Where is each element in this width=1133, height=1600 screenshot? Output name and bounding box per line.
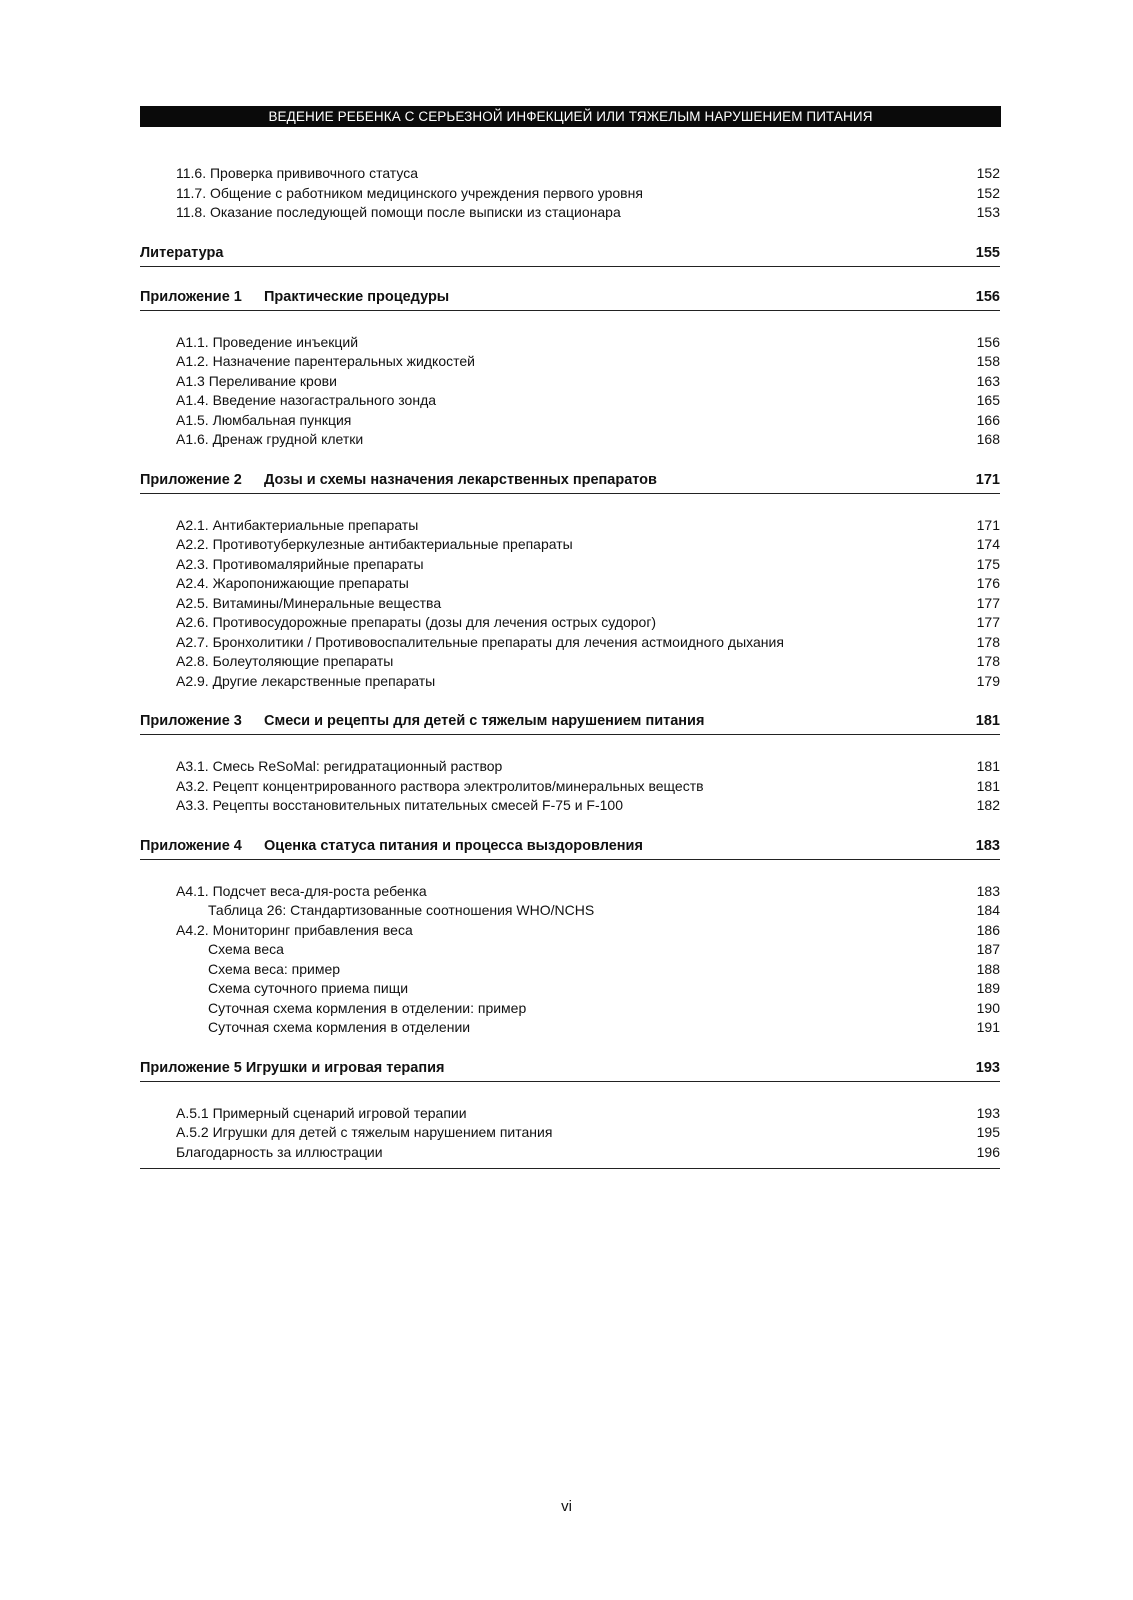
toc-entry[interactable] (140, 882, 1000, 902)
toc-subentry[interactable] (140, 901, 1000, 921)
section-page: 171 (975, 471, 1000, 488)
toc-entry[interactable] (140, 352, 1000, 372)
toc-entry-title: Суточная схема кормления в отделении (208, 1019, 471, 1035)
toc-entry-page: 189 (976, 980, 1000, 996)
toc-entry-title: A1.1. Проведение инъекций (176, 333, 359, 350)
toc-subentry[interactable] (140, 960, 1000, 980)
toc-entry-page: 181 (976, 777, 1000, 794)
toc-section-appendix-5[interactable] (140, 1059, 1000, 1082)
toc-entry-title: A.5.1 Примерный сценарий игровой терапии (176, 1104, 467, 1121)
toc-subentry[interactable] (140, 1018, 1000, 1038)
toc-entry-page: 182 (976, 797, 1000, 813)
toc-section-appendix-4[interactable] (140, 837, 1000, 860)
toc-entry-page: 158 (976, 353, 1000, 369)
toc-subentry[interactable] (140, 979, 1000, 999)
toc-entry-page: 187 (976, 941, 1000, 957)
toc-entry-page: 175 (976, 555, 1000, 572)
toc-entry-page: 191 (976, 1019, 1000, 1035)
toc-entry-title: A1.6. Дренаж грудной клетки (176, 431, 364, 447)
toc-entry-page: 183 (976, 882, 1000, 899)
toc-entry-title: 11.7. Общение с работником медицинского учреждения первого уровня (176, 184, 643, 201)
closing-rule (140, 1168, 1000, 1169)
toc-entry[interactable] (140, 184, 1000, 204)
toc-entry[interactable] (140, 411, 1000, 431)
toc-entry-page: 153 (976, 204, 1000, 220)
toc-entry-page: 176 (976, 575, 1000, 591)
toc-subentry[interactable] (140, 999, 1000, 1019)
toc-entry[interactable] (140, 516, 1000, 536)
toc-entry-page: 190 (976, 999, 1000, 1016)
page-number: vi (561, 1498, 572, 1515)
toc-entry-page: 152 (976, 165, 1000, 181)
toc-entry-title: Благодарность за иллюстрации (176, 1143, 383, 1160)
toc-entry[interactable] (140, 757, 1000, 777)
section-number: Приложение 4 (140, 837, 242, 854)
toc-entry-page: 152 (976, 184, 1000, 201)
toc-entry-title: A1.4. Введение назогастрального зонда (176, 392, 437, 408)
section-page: 193 (975, 1059, 1000, 1076)
toc-subentry[interactable] (140, 940, 1000, 960)
toc-entry-title: A.5.2 Игрушки для детей с тяжелым нарушением питания (176, 1124, 553, 1140)
toc-entry-page: 179 (976, 672, 1000, 689)
toc-entry-title: Схема суточного приема пищи (208, 980, 409, 996)
toc-entry-title: 11.6. Проверка прививочного статуса (176, 165, 419, 181)
toc-entry-page: 171 (976, 516, 1000, 533)
toc-entry[interactable] (140, 391, 1000, 411)
table-of-contents (140, 164, 1000, 1162)
toc-entry-page: 178 (976, 653, 1000, 669)
toc-entry-title: A2.1. Антибактериальные препараты (176, 516, 419, 533)
section-title: Дозы и схемы назначения лекарственных препаратов (264, 471, 657, 488)
toc-entry-title: A2.8. Болеутоляющие препараты (176, 653, 394, 669)
toc-entry[interactable] (140, 777, 1000, 797)
toc-entry-title: A4.2. Мониторинг прибавления веса (176, 921, 413, 938)
toc-entry-page: 168 (976, 431, 1000, 447)
section-title: Смеси и рецепты для детей с тяжелым нарушением питания (264, 713, 705, 729)
toc-entry-page: 165 (976, 392, 1000, 408)
toc-entry[interactable] (140, 574, 1000, 594)
toc-entry-title: A2.9. Другие лекарственные препараты (176, 672, 436, 689)
toc-entry[interactable] (140, 796, 1000, 816)
toc-entry-title: A2.5. Витамины/Минеральные вещества (176, 594, 442, 611)
toc-entry-title: 11.8. Оказание последующей помощи после выписки из стационара (176, 204, 621, 220)
toc-entry-title: A2.6. Противосудорожные препараты (дозы для лечения острых судорог) (176, 614, 657, 630)
toc-entry-page: 184 (976, 902, 1000, 918)
section-title: Практические процедуры (264, 288, 450, 305)
toc-entry[interactable] (140, 430, 1000, 450)
toc-entry[interactable] (140, 535, 1000, 555)
toc-entry-page: 178 (976, 633, 1000, 650)
toc-entry-title: A1.5. Люмбальная пункция (176, 411, 352, 428)
toc-entry-title: A2.3. Противомалярийные препараты (176, 555, 424, 572)
toc-entry-title: A1.3 Переливание крови (176, 372, 337, 389)
section-page: 155 (975, 244, 1000, 261)
toc-entry[interactable] (140, 203, 1000, 223)
section-number: Приложение 3 (140, 713, 242, 729)
toc-entry-title: A4.1. Подсчет веса-для-роста ребенка (176, 882, 427, 899)
toc-section-appendix-3[interactable] (140, 712, 1000, 735)
toc-entry[interactable] (140, 1104, 1000, 1124)
toc-entry-title: Схема веса: пример (208, 960, 341, 977)
toc-entry-title: A3.2. Рецепт концентрированного раствора электролитов/минеральных веществ (176, 777, 704, 794)
toc-entry-title: A1.2. Назначение парентеральных жидкостей (176, 353, 475, 369)
toc-entry[interactable] (140, 164, 1000, 184)
section-title: Литература (140, 244, 224, 261)
toc-entry-page: 195 (976, 1124, 1000, 1140)
toc-entry[interactable] (140, 594, 1000, 614)
toc-entry-page: 181 (976, 758, 1000, 774)
toc-entry[interactable] (140, 652, 1000, 672)
section-number: Приложение 2 (140, 471, 242, 488)
section-title: Приложение 5 Игрушки и игровая терапия (140, 1059, 445, 1076)
toc-entry[interactable] (140, 372, 1000, 392)
section-title: Оценка статуса питания и процесса выздоровления (264, 837, 643, 854)
toc-entry[interactable] (140, 633, 1000, 653)
section-page: 183 (975, 837, 1000, 854)
toc-entry-title: Схема веса (208, 941, 284, 957)
toc-entry[interactable] (140, 555, 1000, 575)
toc-entry-page: 156 (976, 333, 1000, 350)
toc-entry-page: 188 (976, 960, 1000, 977)
running-header: ВЕДЕНИЕ РЕБЕНКА С СЕРЬЕЗНОЙ ИНФЕКЦИЕЙ ИЛИ ТЯЖЕЛЫМ НАРУШЕНИЕМ ПИТАНИЯ (140, 106, 1001, 127)
toc-entry-page: 193 (976, 1104, 1000, 1121)
toc-entry-title: A3.1. Смесь ReSoMal: регидратационный раствор (176, 758, 503, 774)
section-page: 156 (975, 288, 1000, 305)
section-number: Приложение 1 (140, 288, 242, 305)
toc-entry[interactable] (140, 921, 1000, 941)
toc-entry-title: Суточная схема кормления в отделении: пример (208, 999, 527, 1016)
toc-section-appendix-2[interactable] (140, 471, 1000, 494)
toc-section-appendix-1[interactable] (140, 288, 1000, 311)
toc-entry-title: A2.2. Противотуберкулезные антибактериальные препараты (176, 536, 573, 552)
toc-entry-page: 166 (976, 411, 1000, 428)
toc-entry-title: A2.7. Бронхолитики / Противовоспалительные препараты для лечения астмоидного дыхания (176, 633, 784, 650)
toc-entry-page: 177 (976, 594, 1000, 611)
toc-entry-title: A2.4. Жаропонижающие препараты (176, 575, 409, 591)
toc-entry-page: 174 (976, 536, 1000, 552)
toc-entry-page: 177 (976, 614, 1000, 630)
toc-entry[interactable] (140, 613, 1000, 633)
toc-entry-page: 163 (976, 372, 1000, 389)
toc-entry-page: 196 (976, 1143, 1000, 1160)
toc-entry-page: 186 (976, 921, 1000, 938)
toc-section-literature[interactable] (140, 244, 1000, 267)
toc-entry[interactable] (140, 333, 1000, 353)
toc-entry-title: A3.3. Рецепты восстановительных питательных смесей F-75 и F-100 (176, 797, 624, 813)
toc-entry[interactable] (140, 1123, 1000, 1143)
toc-entry[interactable] (140, 1143, 1000, 1163)
toc-entry-title: Таблица 26: Стандартизованные соотношения WHO/NCHS (208, 902, 595, 918)
toc-entry[interactable] (140, 672, 1000, 692)
section-page: 181 (975, 713, 1000, 729)
